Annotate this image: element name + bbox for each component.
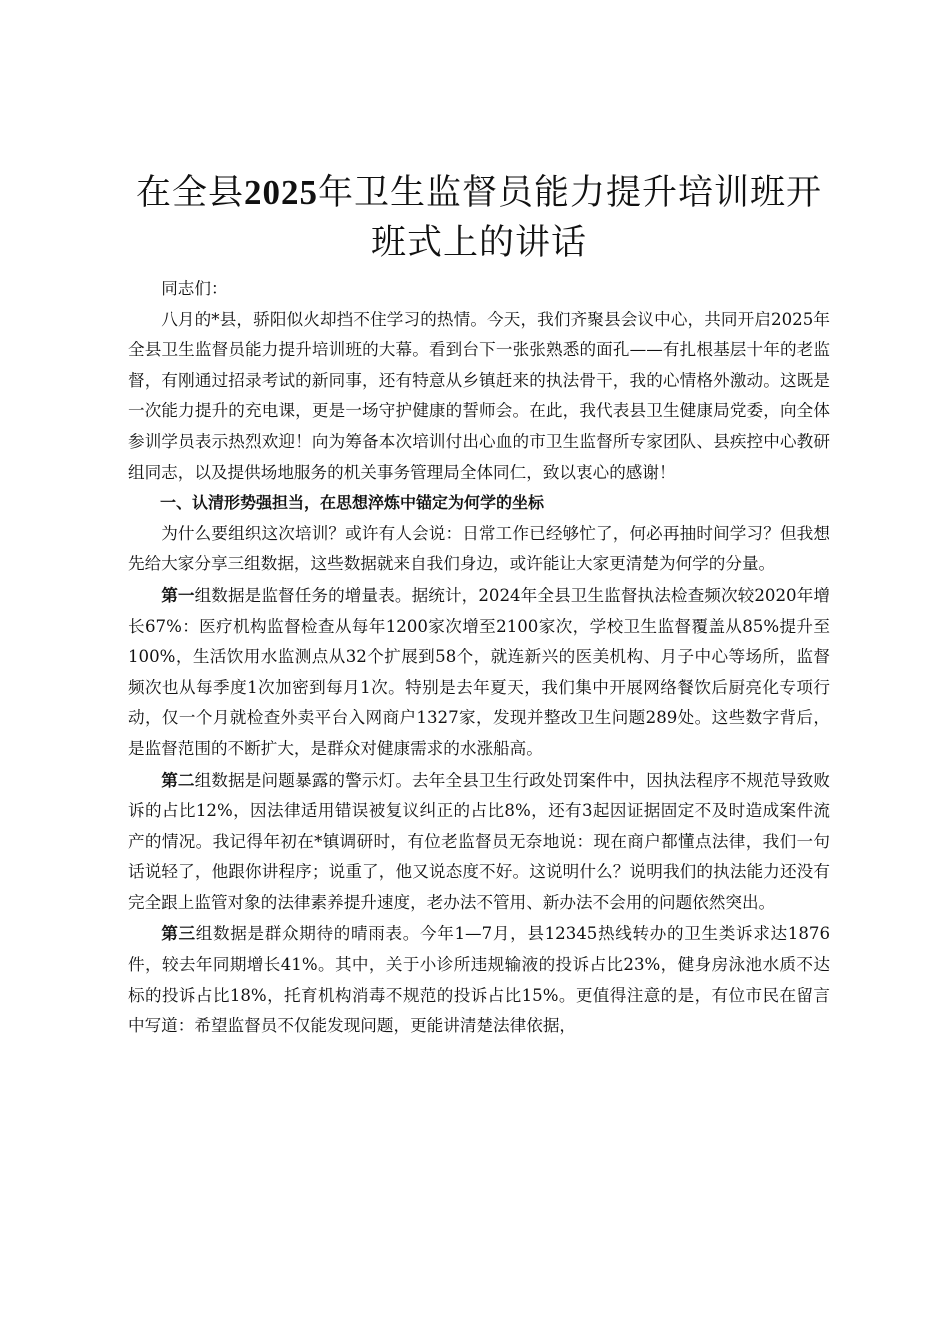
second-data-paragraph bbox=[128, 765, 830, 919]
third-lead: 第三 bbox=[161, 923, 196, 944]
third-body: 组数据是群众期待的晴雨表。今年1—7月，县12345热线转办的卫生类诉求达1876件，较去年同期增长41%。其中，关于小诊所违规输液的投诉占比23%，健身房泳池水质不达标的投诉占比18%，托育机构消毒不规范的投诉占比15%。更值得注意的是，有位市民在留言中写道：希望监督员不仅能发现问题，更能讲清楚法律依据， bbox=[128, 924, 831, 1036]
document-body bbox=[128, 168, 830, 1042]
page-title bbox=[128, 168, 830, 268]
section-heading-1: 一、认清形势强担当，在思想淬炼中锚定为何学的坐标 bbox=[160, 493, 545, 513]
title-prefix: 在全县 bbox=[135, 173, 244, 213]
third-data-paragraph bbox=[128, 918, 830, 1041]
salutation: 同志们： bbox=[161, 279, 228, 298]
first-body: 组数据是监督任务的增量表。据统计，2024年全县卫生监督执法检查频次较2020年增长67%：医疗机构监督检查从每年1200家次增至2100家次，学校卫生监督覆盖从85%提升至100%，生活饮用水监测点从32个扩展到58个，就连新兴的医美机构、月子中心等场所，监督频次也从每季度1次加密到每月1次。特别是去年夏天，我们集中开展网络餐饮后厨亮化专项行动，仅一个月就检查外卖平台入网商户1327家，发现并整改卫生问题289处。这些数字背后，是监督范围的不断扩大，是群众对健康需求的水涨船高。 bbox=[128, 585, 830, 758]
title-suffix: 年卫生监督员能力提升培训班开班式上的讲话 bbox=[318, 173, 823, 263]
intro-paragraph: 八月的*县，骄阳似火却挡不住学习的热情。今天，我们齐聚县会议中心，共同开启2025年全县卫生监督员能力提升培训班的大幕。看到台下一张张熟悉的面孔——有扎根基层十年的老监督，有刚通过招录考试的新同事，还有特意从乡镇赶来的执法骨干，我的心情格外激动。这既是一次能力提升的充电课，更是一场守护健康的誓师会。在此，我代表县卫生健康局党委，向全体参训学员表示热烈欢迎！向为筹备本次培训付出心血的市卫生监督所专家团队、县疾控中心教研组同志，以及提供场地服务的机关事务管理局全体同仁，致以衷心的感谢！ bbox=[128, 309, 830, 482]
first-lead: 第一 bbox=[161, 584, 195, 605]
title-year: 2025 bbox=[244, 173, 318, 212]
second-lead: 第二 bbox=[161, 769, 195, 790]
second-body: 组数据是问题暴露的警示灯。去年全县卫生行政处罚案件中，因执法程序不规范导致败诉的占比12%，因法律适用错误被复议纠正的占比8%，还有3起因证据固定不及时造成案件流产的情况。我记得年初在*镇调研时，有位老监督员无奈地说：现在商户都懂点法律，我们一句话说轻了，他跟你讲程序；说重了，他又说态度不好。这说明什么？说明我们的执法能力还没有完全跟上监管对象的法律素养提升速度，老办法不管用、新办法不会用的问题依然突出。 bbox=[128, 770, 831, 912]
first-data-paragraph bbox=[128, 580, 830, 765]
why-paragraph: 为什么要组织这次培训？或许有人会说：日常工作已经够忙了，何必再抽时间学习？但我想先给大家分享三组数据，这些数据就来自我们身边，或许能让大家更清楚为何学的分量。 bbox=[128, 523, 830, 574]
